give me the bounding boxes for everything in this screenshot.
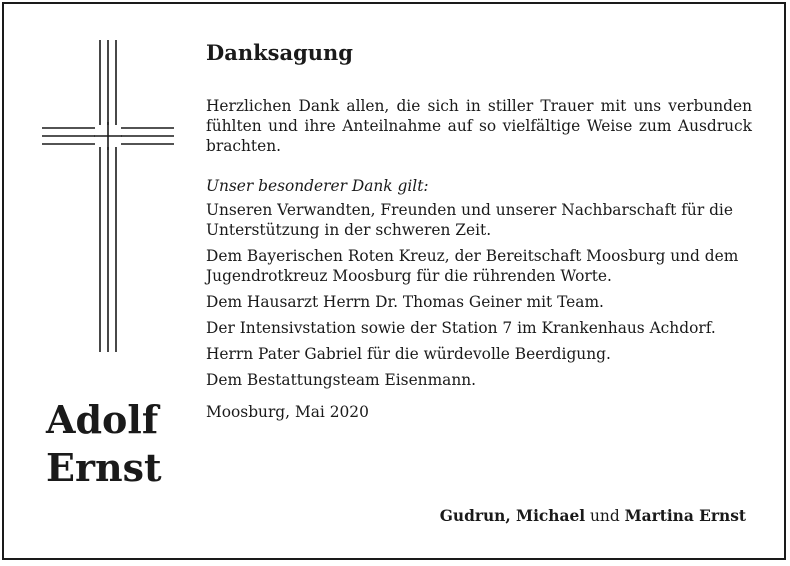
thanks-item: Unseren Verwandten, Freunden und unserer Nachbarschaft für die Unterstützung in der schweren Zeit. — [206, 201, 733, 239]
cross-icon — [42, 40, 174, 352]
signers-joiner: und — [590, 507, 620, 525]
thanks-list — [206, 200, 752, 390]
thanks-item: Der Intensivstation sowie der Station 7 im Krankenhaus Achdorf. — [206, 319, 716, 337]
thanks-item: Dem Hausarzt Herrn Dr. Thomas Geiner mit Team. — [206, 293, 604, 311]
deceased-last-name: Ernst — [46, 445, 162, 490]
signers-names-first: Gudrun, Michael — [439, 507, 586, 525]
thanks-subheading: Unser besonderer Dank gilt: — [206, 177, 429, 195]
intro-paragraph: Herzlichen Dank allen, die sich in stiller Trauer mit uns verbunden fühlten und ihre Anteilnahme auf so vielfältige Weise zum Ausdruck brachten. — [206, 97, 752, 155]
thanks-item: Dem Bestattungsteam Eisenmann. — [206, 371, 477, 389]
signers-names-last: Martina Ernst — [624, 507, 746, 525]
thanks-item: Dem Bayerischen Roten Kreuz, der Bereitschaft Moosburg und dem Jugendrotkreuz Moosburg für die rührenden Worte. — [206, 247, 739, 285]
notice-body — [206, 40, 752, 422]
thanks-item: Herrn Pater Gabriel für die würdevolle Beerdigung. — [206, 345, 611, 363]
place-date: Moosburg, Mai 2020 — [206, 403, 369, 421]
deceased-name — [46, 396, 176, 492]
signers-line — [440, 506, 746, 526]
notice-title: Danksagung — [206, 40, 353, 65]
obituary-notice — [2, 2, 786, 560]
deceased-first-name: Adolf — [46, 397, 159, 442]
